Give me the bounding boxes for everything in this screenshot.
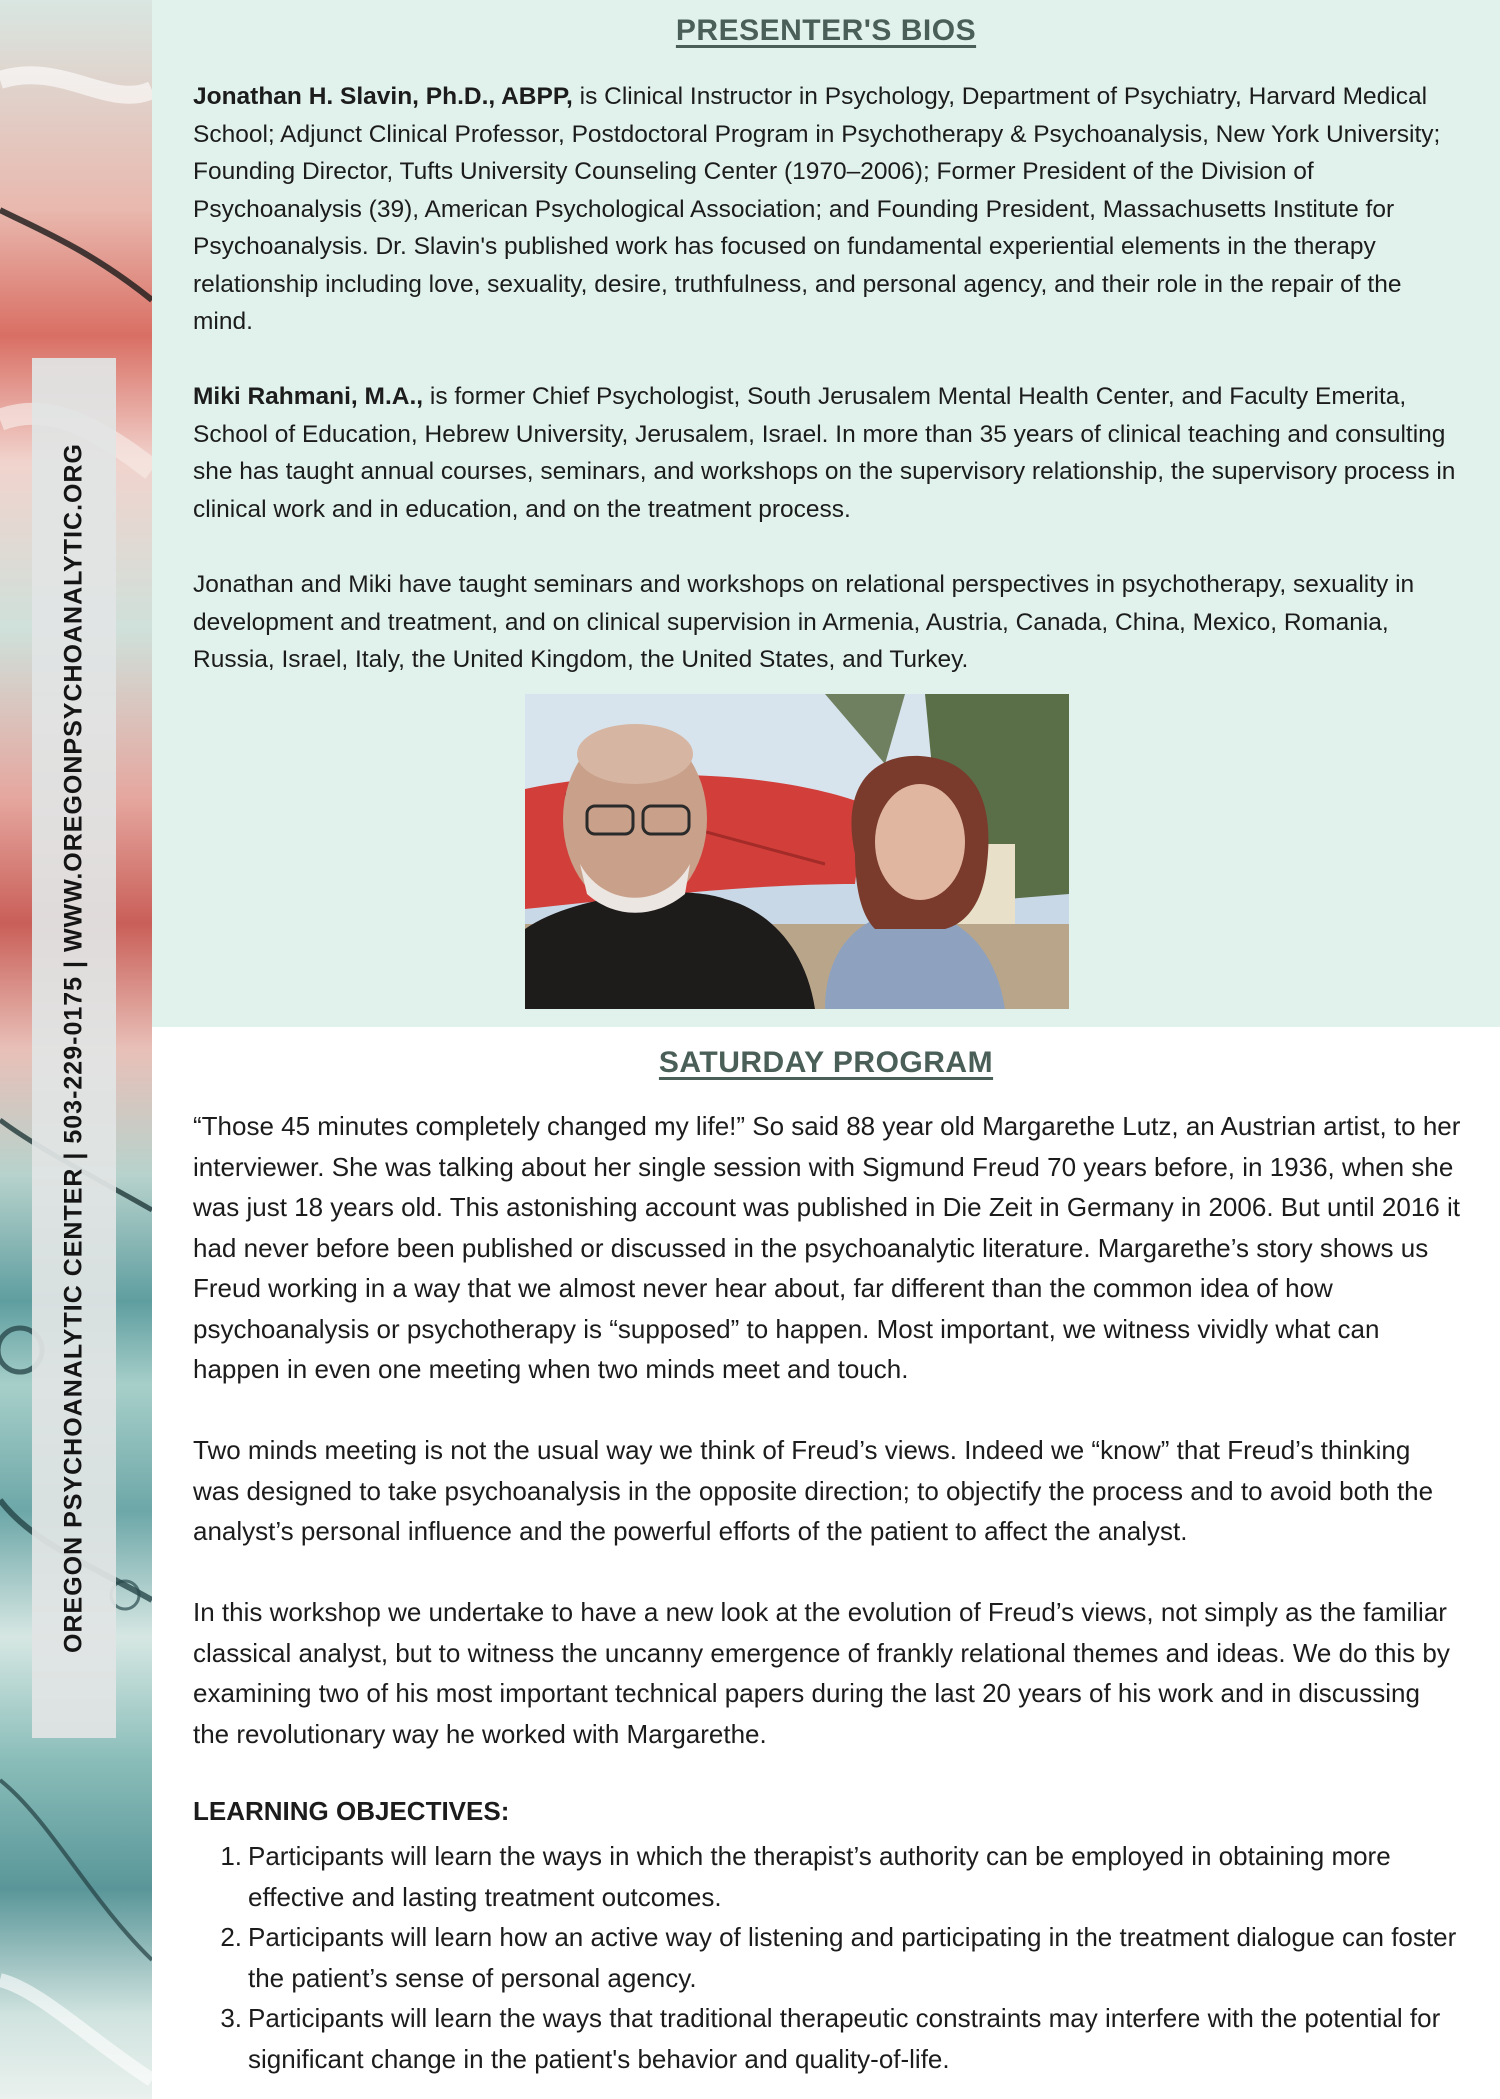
program-paragraph-3: In this workshop we undertake to have a new look at the evolution of Freud’s views, not simply as the familiar classical analyst, but to witness the uncanny emergence of frankly relational themes and ideas. We do this by examining two of his most important technical papers during the last 20 years of his work and in discussing the revolutionary way he worked with Margarethe. bbox=[193, 1597, 1450, 1749]
rahmani-bio bbox=[193, 378, 1463, 528]
objective-text: Participants will learn how an active way of listening and participating in the treatment dialogue can foster the patient’s sense of personal agency. bbox=[248, 1922, 1457, 1993]
program-paragraph-1: “Those 45 minutes completely changed my life!” So said 88 year old Margarethe Lutz, an Austrian artist, to her interviewer. She was talking about her single session with Sigmund Freud 70 years before, in 1936, when she was just 18 years old. This astonishing account was published in Die Zeit in Germany in 2006. But until 2016 it had never before been published or discussed in the psychoanalytic literature. Margarethe’s story shows us Freud working in a way that we almost never hear about, far different than the common idea of how psychoanalysis or psychotherapy is “supposed” to happen. Most important, we witness vividly what can happen in even one meeting when two minds meet and touch. bbox=[193, 1111, 1461, 1384]
objective-number: 2. bbox=[220, 1922, 242, 1952]
learning-objectives-list bbox=[193, 1836, 1463, 2079]
objective-text: Participants will learn the ways in which the therapist’s authority can be employed in obtaining more effective and lasting treatment outcomes. bbox=[248, 1841, 1391, 1912]
objective-item bbox=[193, 1917, 1463, 1998]
objective-number: 3. bbox=[220, 2003, 242, 2033]
rahmani-name: Miki Rahmani, M.A., bbox=[193, 383, 424, 410]
objective-item bbox=[193, 1998, 1463, 2079]
program-heading: SATURDAY PROGRAM bbox=[658, 1046, 994, 1079]
slavin-bio-text: is Clinical Instructor in Psychology, Department of Psychiatry, Harvard Medical School; Adjunct Clinical Professor, Postdoctoral Program in Psychotherapy & Psychoanalysis, New York University; Founding Director, Tufts University Counseling Center (1970–2006); Former President of the Division of Psychoanalysis (39), American Psychological Association; and Founding President, Massachusetts Institute for Psychoanalysis. Dr. Slavin's published work has focused on fundamental experiential elements in the therapy relationship including love, sexuality, desire, truthfulness, and personal agency, and their role in the repair of the mind. bbox=[193, 83, 1441, 335]
rahmani-bio-text: is former Chief Psychologist, South Jerusalem Mental Health Center, and Faculty Emerita, School of Education, Hebrew University, Jerusalem, Israel. In more than 35 years of clinical teaching and consulting she has taught annual courses, seminars, and workshops on the supervisory relationship, the supervisory process in clinical work and in education, and on the treatment process. bbox=[193, 383, 1456, 523]
program-paragraph-2: Two minds meeting is not the usual way we think of Freud’s views. Indeed we “know” that Freud’s thinking was designed to take psychoanalysis in the opposite direction; to objectify the process and to avoid both the analyst’s personal influence and the powerful efforts of the patient to affect the analyst. bbox=[193, 1435, 1434, 1546]
objective-text: Participants will learn the ways that traditional therapeutic constraints may interfere with the potential for significant change in the patient's behavior and quality-of-life. bbox=[248, 2003, 1441, 2074]
joint-bio: Jonathan and Miki have taught seminars and workshops on relational perspectives in psychotherapy, sexuality in development and treatment, and on clinical supervision in Armenia, Austria, Canada, China, Mexico, Romania, Russia, Israel, Italy, the United Kingdom, the United States, and Turkey. bbox=[193, 571, 1415, 673]
sidebar-contact-text: OREGON PSYCHOANALYTIC CENTER | 503-229-0175 | WWW.OREGONPSYCHOANALYTIC.ORG bbox=[59, 443, 88, 1653]
slavin-name: Jonathan H. Slavin, Ph.D., ABPP, bbox=[193, 83, 573, 110]
presenters-photo bbox=[525, 694, 1069, 1009]
bios-heading: PRESENTER'S BIOS bbox=[675, 14, 977, 47]
objective-number: 1. bbox=[220, 1841, 242, 1871]
slavin-bio bbox=[193, 78, 1463, 341]
learning-objectives-title: LEARNING OBJECTIVES: bbox=[193, 1796, 510, 1826]
objective-item bbox=[193, 1836, 1463, 1917]
